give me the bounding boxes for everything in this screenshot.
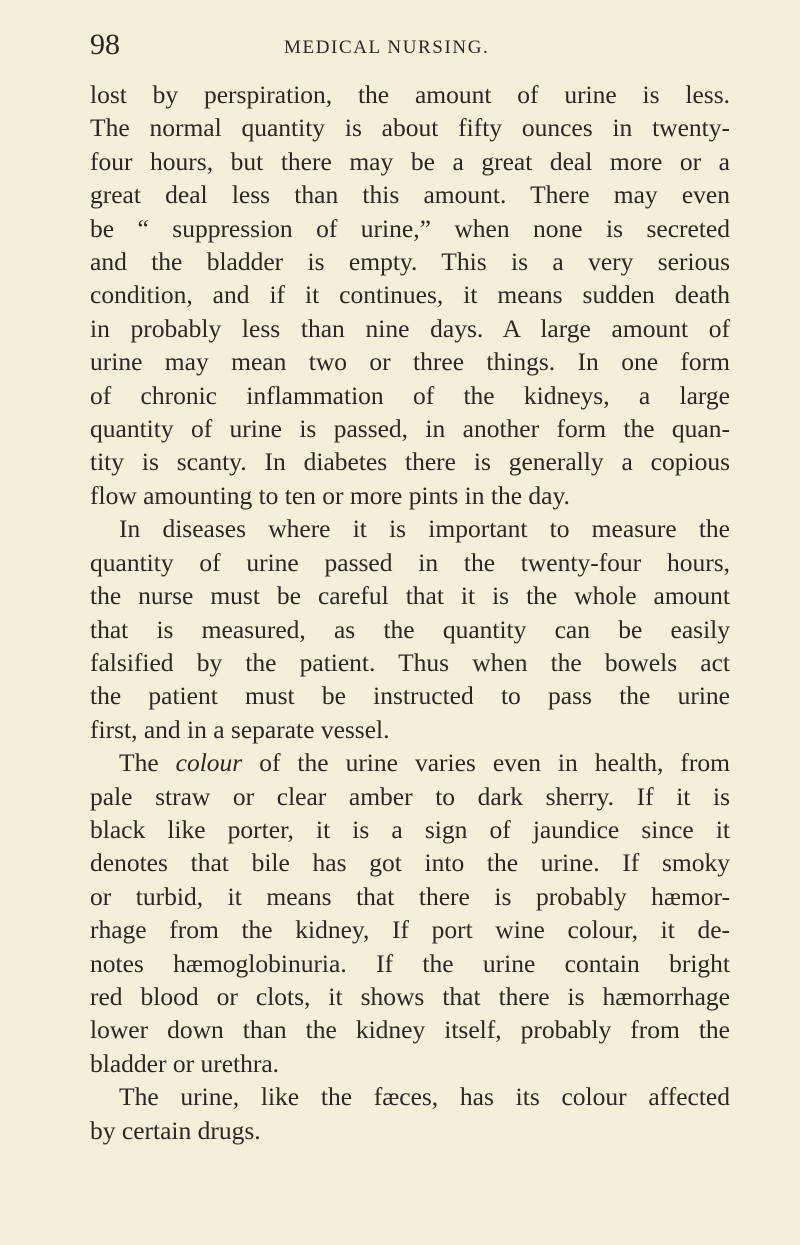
text-line: tity is scanty. In diabetes there is generally a copious: [90, 447, 730, 477]
text-line: quantity of urine passed in the twenty-four hours,: [90, 547, 730, 577]
text-line: four hours, but there may be a great deal more or a: [90, 146, 730, 176]
running-title: MEDICAL NURSING.: [284, 37, 490, 58]
text-line: of chronic inflammation of the kidneys, a large: [90, 380, 730, 410]
text-line: great deal less than this amount. There may even: [90, 180, 730, 210]
page-number: 98: [90, 28, 120, 61]
body-text: [90, 78, 730, 1147]
text-line: lost by perspiration, the amount of urine is less.: [90, 80, 730, 109]
text-line: The urine, like the fæces, has its colour affected: [119, 1082, 730, 1112]
text-line: lower down than the kidney itself, probably from the: [90, 1015, 730, 1045]
text-line: red blood or clots, it shows that there is hæmorrhage: [90, 981, 730, 1011]
text-line: by certain drugs.: [90, 1115, 261, 1145]
text-line: The normal quantity is about fifty ounces in twenty-: [90, 113, 730, 143]
text-line: condition, and if it continues, it means sudden death: [90, 280, 730, 310]
text-line: in probably less than nine days. A large amount of: [90, 313, 730, 343]
text-line: be “ suppression of urine,” when none is secreted: [90, 213, 730, 243]
text-line: the patient must be instructed to pass the urine: [90, 681, 730, 711]
text-line: pale straw or clear amber to dark sherry. If it is: [90, 781, 730, 811]
text-line: denotes that bile has got into the urine. If smoky: [90, 848, 730, 878]
text-run: of the urine varies even in health, from: [242, 748, 730, 778]
text-run: The: [119, 748, 176, 778]
text-line: or turbid, it means that there is probably hæmor-: [90, 881, 730, 911]
text-line: In diseases where it is important to measure the: [119, 514, 730, 544]
text-line: urine may mean two or three things. In one form: [90, 347, 730, 377]
italic-term: colour: [175, 748, 243, 778]
page-header: [90, 28, 730, 68]
text-line: first, and in a separate vessel.: [90, 714, 390, 744]
text-line: the nurse must be careful that it is the whole amount: [90, 581, 730, 611]
text-line: rhage from the kidney, If port wine colour, it de-: [90, 915, 730, 945]
text-line: black like porter, it is a sign of jaundice since it: [90, 814, 730, 844]
paragraph: [90, 746, 730, 1080]
text-line: bladder or urethra.: [90, 1048, 280, 1078]
text-line: that is measured, as the quantity can be easily: [90, 614, 730, 644]
text-line: falsified by the patient. Thus when the bowels act: [90, 647, 730, 677]
text-line: flow amounting to ten or more pints in the day.: [90, 480, 570, 510]
paragraph: [90, 78, 730, 512]
paragraph: [90, 512, 730, 746]
text-line: quantity of urine is passed, in another form the quan-: [90, 414, 730, 444]
text-line: [90, 746, 730, 779]
text-line: and the bladder is empty. This is a very serious: [90, 247, 730, 277]
text-line: notes hæmoglobinuria. If the urine contain bright: [90, 948, 730, 978]
paragraph: [90, 1080, 730, 1147]
